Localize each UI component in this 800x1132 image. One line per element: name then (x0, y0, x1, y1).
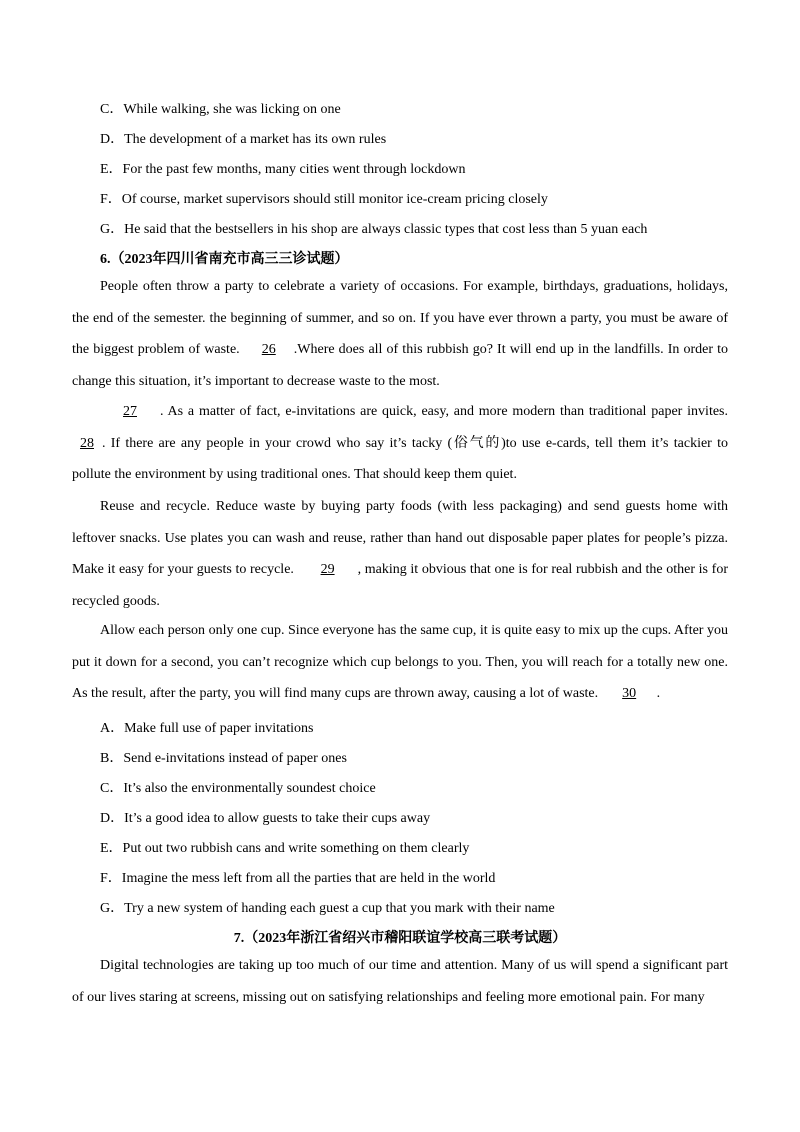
option-e: E．Put out two rubbish cans and write something on them clearly (100, 841, 470, 856)
option-a: A．Make full use of paper invitations (100, 721, 314, 736)
q6-paragraph-1: People often throw a party to celebrate a variety of occasions. For example, birthdays, graduations, holidays, the end of the semester. the beginning of summer, and so on. If you have ever thrown a party, you must be aware of the biggest problem of waste. 26 .Where does all of this rubbish go? It will end up in the landfills. In order to change this situation, it’s important to decrease waste to the most. (72, 279, 728, 389)
option-f: F．Imagine the mess left from all the parties that are held in the world (100, 871, 496, 886)
blank-27: 27 (123, 404, 137, 419)
blank-29: 29 (320, 562, 335, 578)
blank-26: 26 (261, 342, 276, 358)
option-b: B．Send e-invitations instead of paper ones (100, 751, 347, 766)
q6-paragraph-2: 27 . As a matter of fact, e-invitations are quick, easy, and more modern than traditional paper invites. 28 . If there are any people in your crowd who say it’s tacky (俗气的)to use e-cards, tell them it’s tackier to pollute the environment by using traditional ones. That should keep them quiet. (72, 396, 728, 491)
q6-paragraph-4: Allow each person only one cup. Since everyone has the same cup, it is quite easy to mix up the cups. After you put it down for a second, you can’t recognize which cup belongs to you. Then, you will reach for a totally new one. As the result, after the party, you will find many cups are thrown away, causing a lot of waste. 30 . (72, 615, 728, 710)
q7-paragraph-1: Digital technologies are taking up too much of our time and attention. Many of us will spend a significant part of our lives staring at screens, missing out on satisfying relationships and feeling more emotional pain. For many (72, 958, 728, 1005)
option-f-prev: F．Of course, market supervisors should still monitor ice-cream pricing closely (100, 192, 548, 207)
blank-30: 30 (622, 686, 637, 702)
option-c: C．It’s also the environmentally soundest choice (100, 781, 376, 796)
question-7-heading: 7.（2023年浙江省绍兴市稽阳联谊学校高三联考试题） (233, 931, 567, 946)
option-e-prev: E．For the past few months, many cities went through lockdown (100, 162, 466, 177)
option-d: D．It’s a good idea to allow guests to take their cups away (100, 811, 431, 826)
option-d-prev: D．The development of a market has its own rules (100, 132, 387, 147)
option-c-prev: C．While walking, she was licking on one (100, 102, 341, 117)
q6-paragraph-3: Reuse and recycle. Reduce waste by buying party foods (with less packaging) and send guests home with leftover snacks. Use plates you can wash and reuse, rather than hand out disposable paper plates for people’s pizza. Make it easy for your guests to recycle. 29 , making it obvious that one is for real rubbish and the other is for recycled goods. (72, 499, 728, 609)
option-g: G．Try a new system of handing each guest a cup that you mark with their name (100, 901, 555, 916)
blank-28: 28 (80, 435, 94, 451)
question-6-heading: 6.（2023年四川省南充市高三三诊试题） (100, 252, 349, 267)
option-g-prev: G．He said that the bestsellers in his shop are always classic types that cost less than 5 yuan each (100, 222, 648, 237)
